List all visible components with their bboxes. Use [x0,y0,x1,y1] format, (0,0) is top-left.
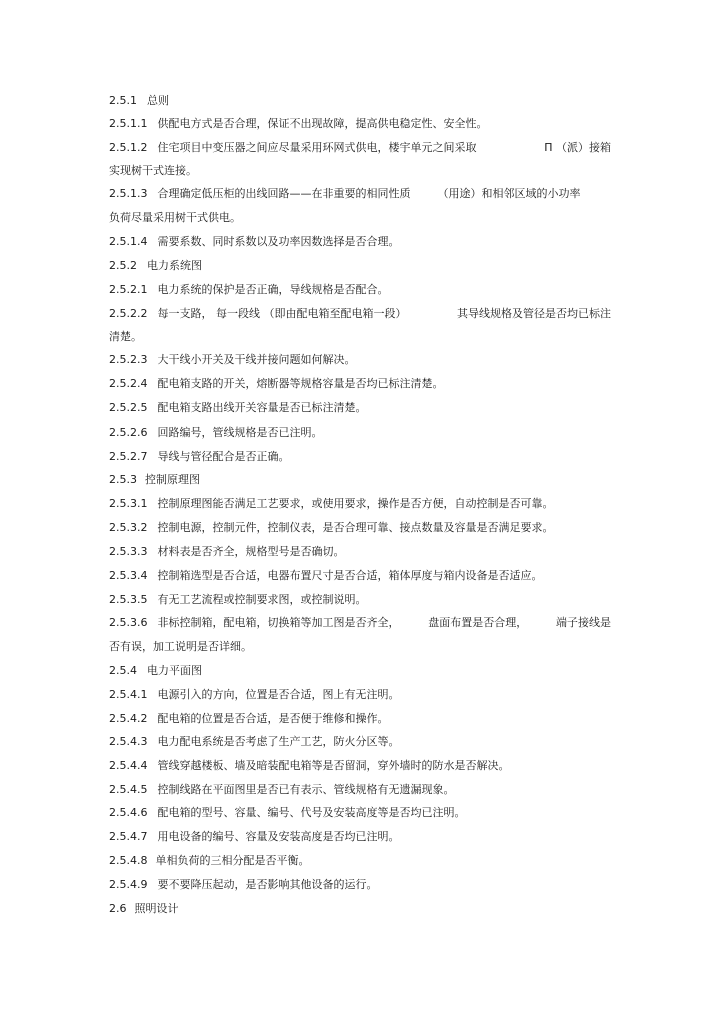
clause-text: 配电箱支路出线开关容量是否已标注清楚。 [157,401,367,414]
clause-2-5-3-6 [109,616,611,630]
section-title: 电力平面图 [147,664,202,677]
clause-number: 2.5.4.1 [109,688,148,701]
clause-2-5-1-1 [109,117,611,131]
clause-text-continued: 端子接线是 [555,616,611,629]
clause-text: 清楚。 [109,330,142,343]
clause-text: 电力配电系统是否考虑了生产工艺，防火分区等。 [157,735,400,748]
clause-number: 2.5.2.3 [109,353,148,366]
clause-number: 2.5.3.5 [109,593,148,606]
clause-2-5-1-3 [109,187,611,201]
clause-number: 2.5.4.9 [109,878,148,891]
clause-2-5-4-7 [109,830,611,844]
section-heading-2-5-4 [109,664,611,678]
clause-number: 2.5.2.6 [109,426,148,439]
clause-text: 电源引入的方向，位置是否合适，图上有无注明。 [157,688,400,701]
clause-text: 单相负荷的三相分配是否平衡。 [155,854,310,867]
clause-text: 管线穿越楼板、墙及暗装配电箱等是否留洞，穿外墙时的防水是否解决。 [157,759,510,772]
clause-text: 住宅项目中变压器之间应尽量采用环网式供电，楼宇单元之间采取 [157,141,477,154]
clause-continuation-line [109,640,611,654]
clause-2-5-2-4 [109,377,611,391]
clause-number: 2.5.4.4 [109,759,148,772]
clause-text: 控制原理图能否满足工艺要求，或使用要求，操作是否方便，自动控制是否可靠。 [157,497,554,510]
clause-text: 每一支路， 每一段线 （即由配电箱至配电箱一段） [157,307,407,320]
clause-number: 2.5.1.3 [109,187,148,200]
clause-text: 负荷尽量采用树干式供电。 [109,211,241,224]
clause-text: 合理确定低压柜的出线回路——在非重要的相同性质 [157,187,411,200]
clause-continuation-line [109,164,611,178]
clause-2-5-2-5 [109,401,611,415]
clause-text: 需要系数、同时系数以及功率因数选择是否合理。 [157,235,400,248]
clause-text: 要不要降压起动，是否影响其他设备的运行。 [157,878,378,891]
clause-text: 大干线小开关及干线并接问题如何解决。 [157,353,356,366]
clause-2-5-4-1 [109,688,611,702]
clause-2-5-3-3 [109,545,611,559]
section-heading-2-5-1 [109,94,611,108]
clause-text: 控制电源，控制元件，控制仪表，是否合理可靠、接点数量及容量是否满足要求。 [157,521,554,534]
section-number: 2.5.1 [109,94,137,107]
clause-text: 配电箱支路的开关，熔断器等规格容量是否均已标注清楚。 [157,377,444,390]
section-title: 总则 [147,94,169,107]
section-heading-2-5-3 [109,473,611,487]
clause-2-5-4-6 [109,806,611,820]
clause-number: 2.5.3.3 [109,545,148,558]
section-title: 控制原理图 [145,473,200,486]
clause-2-5-1-2 [109,141,611,155]
clause-2-5-1-4 [109,235,611,249]
clause-text: 导线与管径配合是否正确。 [157,450,290,463]
clause-2-5-3-4 [109,569,611,583]
clause-number: 2.5.1.2 [109,141,148,154]
section-title: 照明设计 [134,902,179,915]
clause-text-continued: 其导线规格及管径是否均已标注 [457,307,611,320]
clause-2-5-4-4 [109,759,611,773]
clause-text: 供配电方式是否合理，保证不出现故障，提高供电稳定性、安全性。 [157,117,488,130]
section-number: 2.5.2 [109,259,137,272]
clause-number: 2.5.2.5 [109,401,148,414]
section-heading-2-5-2 [109,259,611,273]
clause-text: 配电箱的型号、容量、编号、代号及安装高度等是否均已注明。 [157,806,466,819]
clause-number: 2.5.3.2 [109,521,148,534]
clause-text-continued: 盘面布置是否合理， [428,616,528,629]
clause-number: 2.5.2.4 [109,377,148,390]
clause-2-5-2-3 [109,353,611,367]
clause-number: 2.5.2.1 [109,283,148,296]
section-number: 2.5.3 [109,473,137,486]
clause-text: 回路编号，管线规格是否已注明。 [157,426,323,439]
clause-number: 2.5.4.6 [109,806,148,819]
clause-continuation-line [109,330,611,344]
clause-number: 2.5.1.4 [109,235,148,248]
clause-number: 2.5.4.3 [109,735,148,748]
section-title: 电力系统图 [147,259,202,272]
clause-number: 2.5.2.7 [109,450,148,463]
clause-2-5-2-2 [109,307,611,321]
section-number: 2.5.4 [109,664,137,677]
clause-number: 2.5.3.4 [109,569,148,582]
clause-2-5-4-3 [109,735,611,749]
clause-2-5-3-5 [109,593,611,607]
clause-text: 否有误，加工说明是否详细。 [109,640,252,653]
clause-2-5-3-1 [109,497,611,511]
clause-number: 2.5.1.1 [109,117,148,130]
clause-number: 2.5.4.2 [109,712,148,725]
clause-number: 2.5.4.5 [109,783,148,796]
clause-text: 实现树干式连接。 [109,164,197,177]
clause-text: 用电设备的编号、容量及安装高度是否均已注明。 [157,830,400,843]
clause-number: 2.5.2.2 [109,307,148,320]
clause-2-5-2-1 [109,283,611,297]
section-heading-2-6 [109,902,611,916]
section-number: 2.6 [109,902,127,915]
clause-2-5-4-8 [109,854,611,868]
clause-2-5-3-2 [109,521,611,535]
clause-text: 控制线路在平面图里是否已有表示、管线规格有无遗漏现象。 [157,783,455,796]
clause-text: 非标控制箱，配电箱，切换箱等加工图是否齐全， [157,616,400,629]
clause-2-5-4-9 [109,878,611,892]
clause-text: 材料表是否齐全，规格型号是否确切。 [157,545,345,558]
clause-continuation-line [109,211,611,225]
clause-2-5-2-7 [109,450,611,464]
clause-text: 控制箱选型是否合适，电器布置尺寸是否合适，箱体厚度与箱内设备是否适应。 [157,569,543,582]
clause-text: 有无工艺流程或控制要求图，或控制说明。 [157,593,367,606]
clause-number: 2.5.3.1 [109,497,148,510]
clause-2-5-4-5 [109,783,611,797]
clause-text: 配电箱的位置是否合适，是否便于维修和操作。 [157,712,389,725]
clause-text-continued: П （派）接箱 [544,141,611,154]
clause-2-5-2-6 [109,426,611,440]
clause-text-continued: （用途）和相邻区域的小功率 [437,187,581,200]
clause-number: 2.5.3.6 [109,616,148,629]
clause-text: 电力系统的保护是否正确，导线规格是否配合。 [157,283,389,296]
clause-number: 2.5.4.7 [109,830,148,843]
clause-number: 2.5.4.8 [109,854,148,867]
clause-2-5-4-2 [109,712,611,726]
